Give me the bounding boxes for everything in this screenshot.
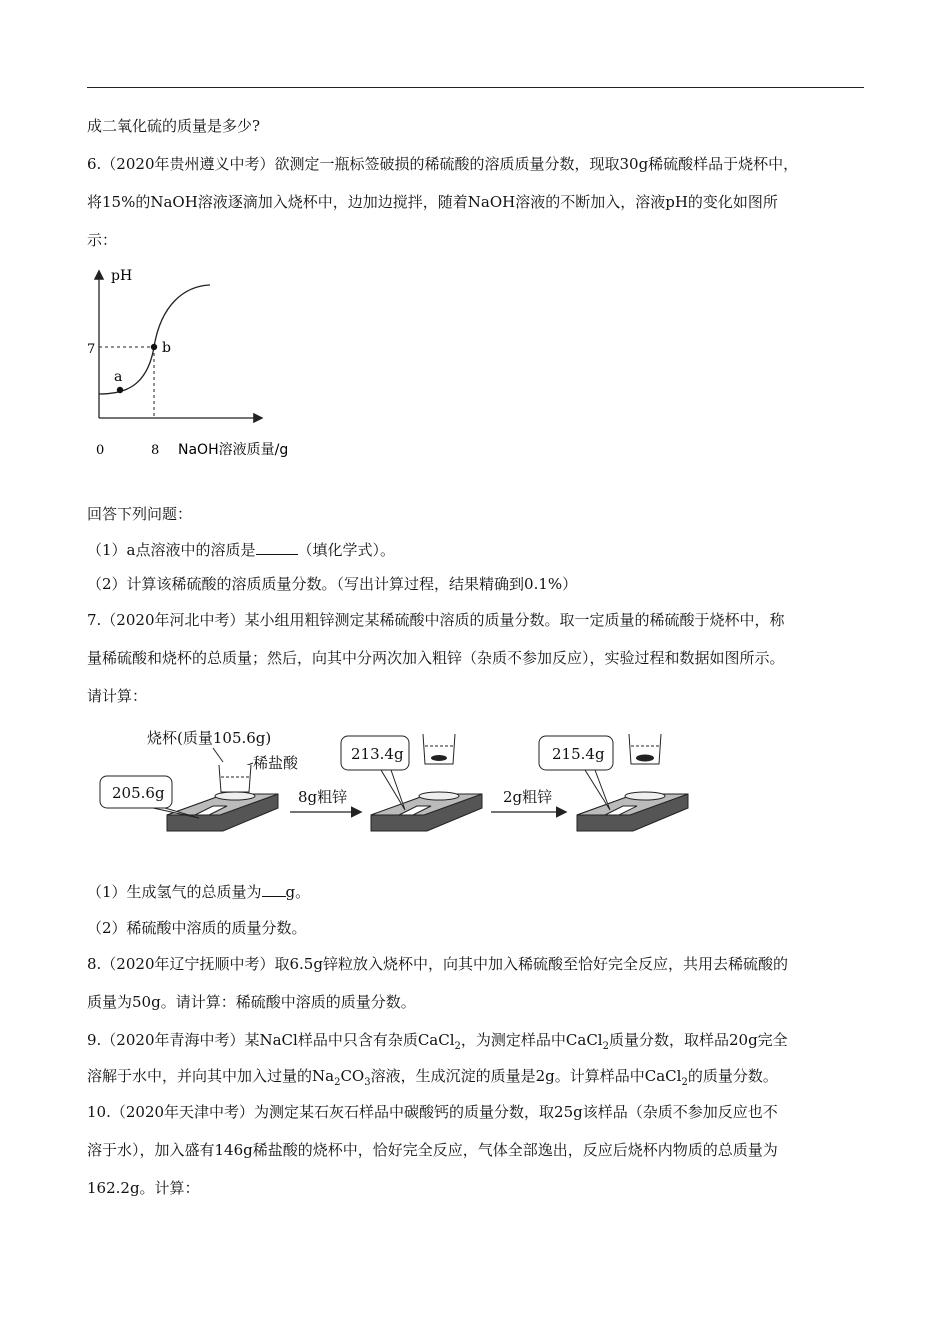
question-7-part-2: （2）稀硫酸中溶质的质量分数。 [87, 919, 307, 937]
mass-3: 215.4g [552, 745, 605, 763]
acid-label: 稀盐酸 [253, 754, 299, 772]
mass-1: 205.6g [112, 784, 165, 802]
x-tick-label: 8 [151, 443, 160, 458]
text-line: 将15%的NaOH溶液逐滴加入烧杯中，边加边搅拌，随着NaOH溶液的不断加入，溶液pH的变化如图所 [87, 193, 778, 211]
add-1-label: 8g粗锌 [298, 788, 348, 806]
answer-blank[interactable] [256, 540, 298, 555]
text-line: 请计算： [87, 687, 148, 705]
x-axis-label: NaOH溶液质量/g [178, 442, 289, 458]
question-10: 10.（2020年天津中考）为测定某石灰石样品中碳酸钙的质量分数，取25g该样品（杂质不参加反应也不 [87, 1103, 778, 1121]
ph-chart [85, 262, 315, 462]
text-line: 成二氧化硫的质量是多少? [87, 117, 261, 135]
text-line: 量稀硫酸和烧杯的总质量；然后，向其中分两次加入粗锌（杂质不参加反应），实验过程和数据如图所示。 [87, 649, 785, 667]
point-b [151, 344, 157, 350]
question-9: 9.（2020年青海中考）某NaCl样品中只含有杂质CaCl$_2$，为测定样品中CaCl$_2$质量分数，取样品20g完全 [87, 1031, 788, 1052]
header-rule [87, 87, 864, 88]
balance-1 [100, 765, 278, 831]
question-7: 7.（2020年河北中考）某小组用粗锌测定某稀硫酸中溶质的质量分数。取一定质量的稀硫酸于烧杯中，称 [87, 611, 785, 629]
balance-2 [341, 734, 482, 831]
question-7-part-1: （1）生成氢气的总质量为 g。 [87, 883, 311, 901]
text-line: 示： [87, 231, 118, 249]
question-6-part-2: （2）计算该稀硫酸的溶质质量分数。（写出计算过程，结果精确到0.1%） [87, 575, 578, 593]
question-6: 6.（2020年贵州遵义中考）欲测定一瓶标签破损的稀硫酸的溶质质量分数，现取30g稀硫酸样品于烧杯中， [87, 155, 799, 173]
y-axis-label: pH [111, 268, 133, 284]
origin-label: 0 [96, 443, 105, 458]
text-line: 溶于水），加入盛有146g稀盐酸的烧杯中，恰好完全反应，气体全部逸出，反应后烧杯内物质的总质量为 [87, 1141, 778, 1159]
point-a [117, 387, 123, 393]
text-line: 回答下列问题： [87, 505, 193, 523]
add-2-label: 2g粗锌 [503, 788, 553, 806]
text-line: 溶解于水中，并向其中加入过量的$Na_2CO_3$溶液，生成沉淀的质量是2g。计算样品中CaCl$_2$的质量分数。 [87, 1067, 778, 1088]
experiment-diagram [95, 720, 695, 845]
question-8: 8.（2020年辽宁抚顺中考）取6.5g锌粒放入烧杯中，向其中加入稀硫酸至恰好完全反应，共用去稀硫酸的 [87, 955, 788, 973]
balance-3 [539, 734, 688, 831]
text-line: 162.2g。计算： [87, 1179, 200, 1197]
beaker-label: 烧杯(质量105.6g) [147, 729, 272, 747]
answer-blank[interactable] [262, 882, 286, 897]
question-6-part-1: （1）a点溶液中的溶质是 （填化学式）。 [87, 541, 396, 559]
mass-2: 213.4g [351, 745, 404, 763]
text-line: 质量为50g。请计算：稀硫酸中溶质的质量分数。 [87, 993, 416, 1011]
y-tick-label: 7 [87, 342, 96, 357]
point-a-label: a [114, 369, 123, 385]
point-b-label: b [162, 340, 171, 356]
